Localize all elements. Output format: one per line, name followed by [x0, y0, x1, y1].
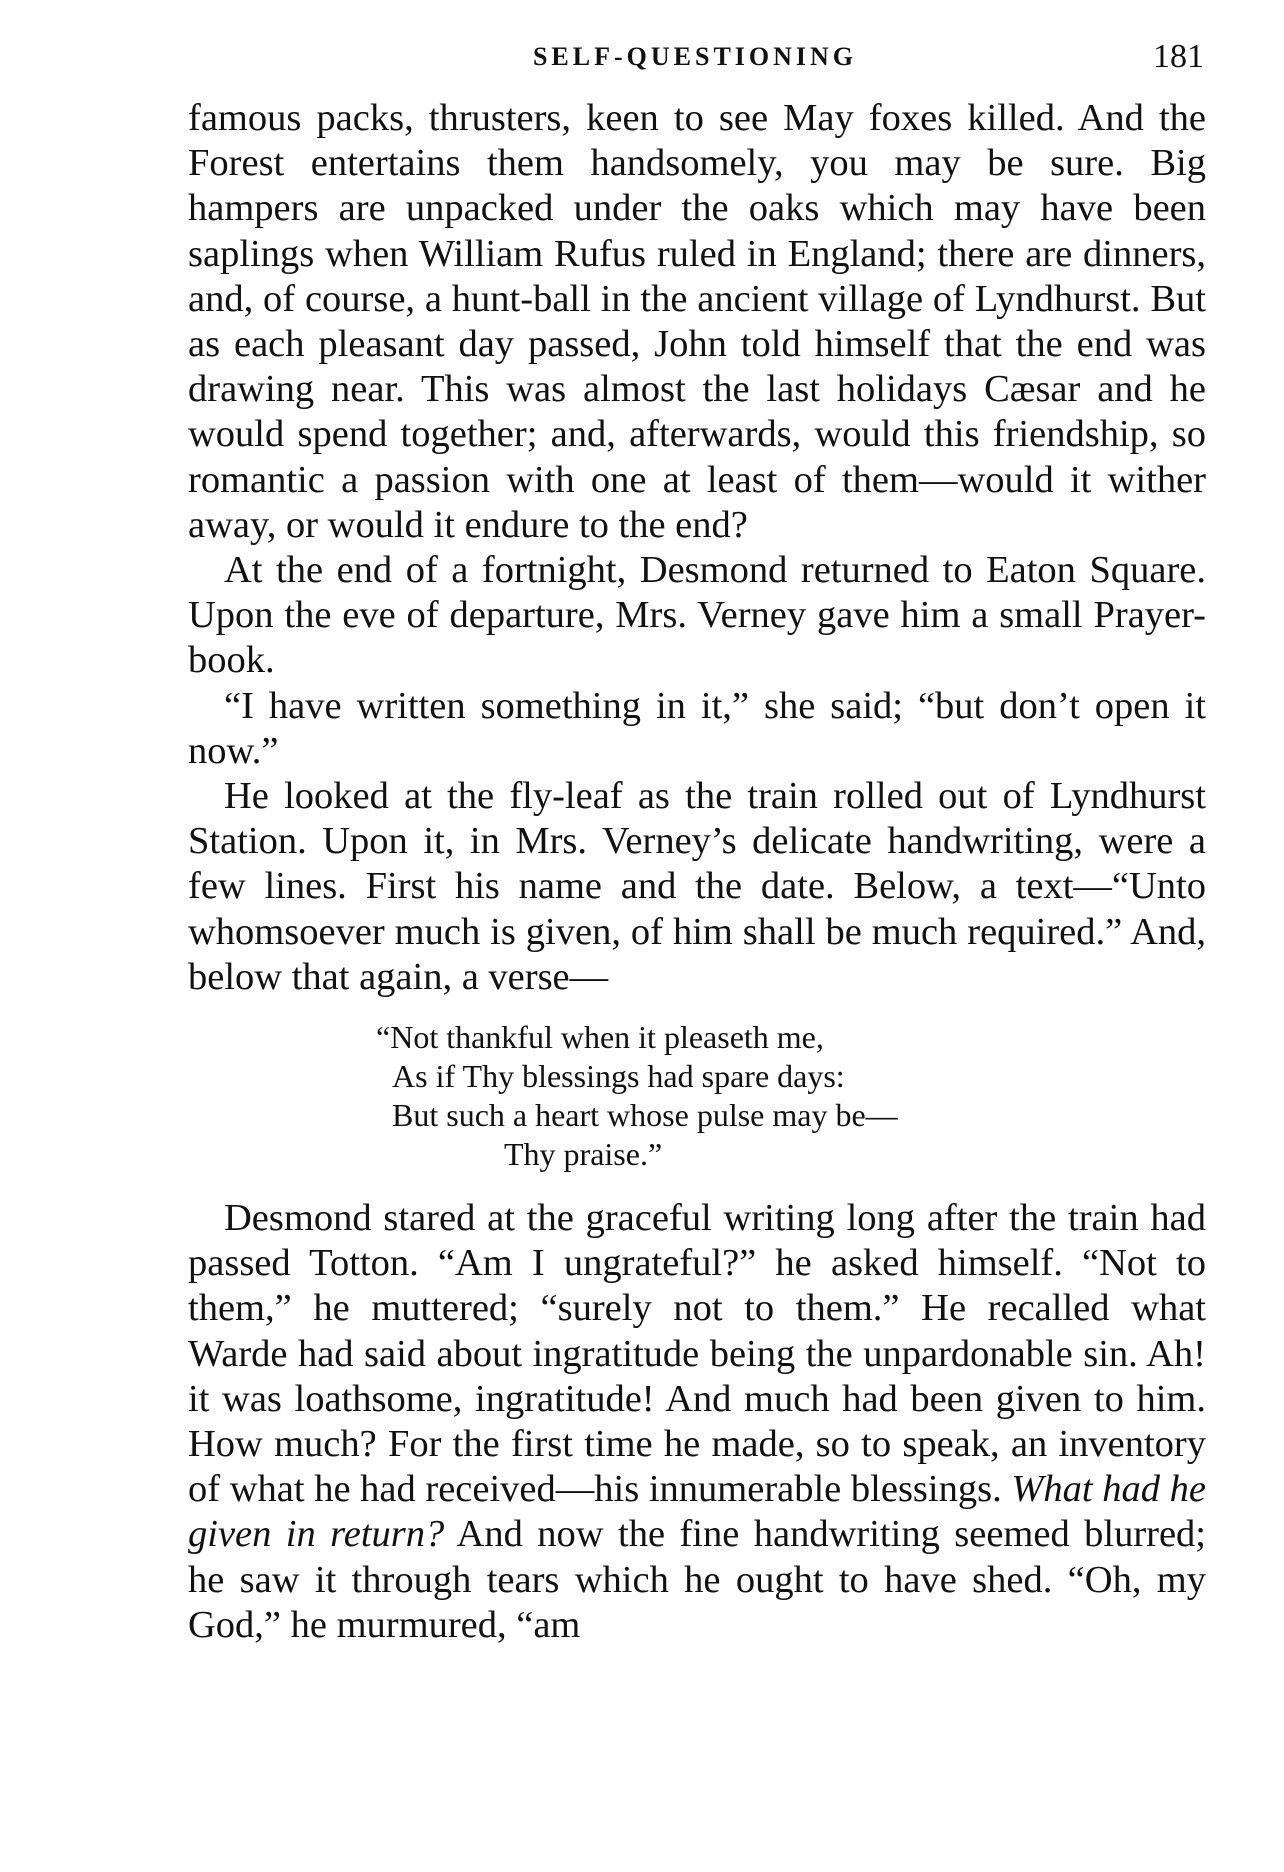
verse-quotation: [188, 1018, 1206, 1174]
paragraph-4: He looked at the fly-leaf as the train rolled out of Lyndhurst Station. Upon it, in Mrs. Verney’s delicate handwriting, were a few lines. First his name and the date. Below, a text—“Unto whomsoever much is given, of him shall be much required.” And, below that again, a verse—: [188, 775, 1206, 998]
paragraph-3: “I have written something in it,” she said; “but don’t open it now.”: [188, 684, 1206, 772]
paragraph-5-italic-question: What had he given in return?: [188, 1468, 1206, 1556]
verse-line-1: “Not thankful when it pleaseth me,: [376, 1019, 824, 1056]
verse-line-2: As if Thy blessings had spare days:: [392, 1058, 845, 1095]
paragraph-2: At the end of a fortnight, Desmond returned to Eaton Square. Upon the eve of departure, Mrs. Verney gave him a small Prayer-book.: [188, 549, 1206, 682]
page-number: 181: [1153, 38, 1204, 75]
verse-line-4: Thy praise.”: [504, 1136, 663, 1173]
paragraph-5: [188, 1196, 1206, 1648]
running-title: SELF-QUESTIONING: [532, 42, 858, 71]
paragraph-1: famous packs, thrusters, keen to see May foxes killed. And the Forest entertains them handsomely, you may be sure. Big hampers are unpacked under the oaks which may have been saplings when William Rufus ruled in England; there are dinners, and, of course, a hunt-ball in the ancient village of Lyndhurst. But as each pleasant day passed, John told himself that the end was drawing near. This was almost the last holidays Cæsar and he would spend together; and, afterwards, would this friendship, so romantic a passion with one at least of them—would it wither away, or would it endure to the end?: [188, 97, 1206, 546]
running-head: [186, 38, 1204, 82]
paragraph-5-text-b: And now the fine handwriting seemed blurred; he saw it through tears which he ought to have shed. “Oh, my God,” he murmured, “am: [188, 1513, 1206, 1646]
verse-line-3: But such a heart whose pulse may be—: [392, 1097, 898, 1134]
body-text: [188, 96, 1206, 1648]
paragraph-5-text-a: Desmond stared at the graceful writing long after the train had passed Totton. “Am I ungrateful?” he asked himself. “Not to them,” he muttered; “surely not to them.” He recalled what Warde had said about ingratitude being the unpardonable sin. Ah! it was loathsome, ingratitude! And much had been given to him. How much? For the first time he made, so to speak, an inventory of what he had received—his innumerable blessings.: [188, 1197, 1206, 1511]
